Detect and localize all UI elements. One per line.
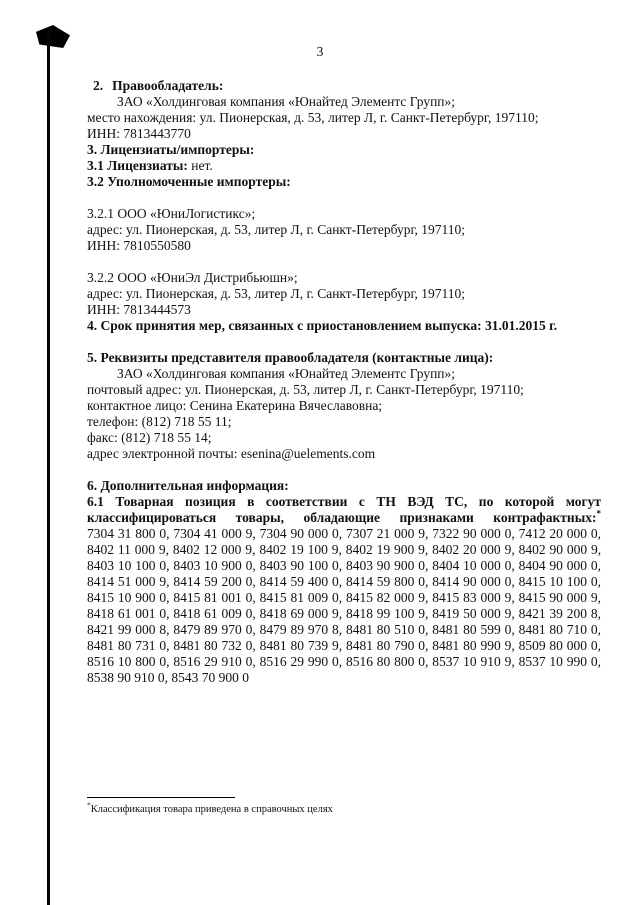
tnved-code: 8516 29 990 0 [259,654,339,669]
additional-info-section [87,478,601,686]
footnote-reference-mark: * [596,508,601,519]
tnved-code: 8415 90 000 9 [518,590,598,605]
importer-1-address: адрес: ул. Пионерская, д. 53, литер Л, г. Санкт-Петербург, 197110; [87,222,465,237]
tnved-code: 8415 83 000 9 [432,590,512,605]
tnved-code: 8479 89 970 0 [173,622,253,637]
tnved-codes: 7304 31 800 0, 7304 41 000 9, 7304 90 000 0, 7307 21 000 9, 7322 90 000 0, 7412 20 000 0, 8402 11 000 9, 8402 12 000 9, 8402 19 100 9, 8402 19 900 9, 8402 20 000 9, 8402 90 000 9, 8403 10 100 0, 8403 10 900 0, 8403 90 100 0, 8403 90 900 0, 8404 10 000 0, 8404 90 000 0, 8414 51 000 9, 8414 59 200 0, 8414 59 400 0, 8414 59 800 0, 8414 90 000 0, 8415 10 100 0, 8415 10 900 0, 8415 81 001 0, 8415 81 009 0, 8415 82 000 9, 8415 83 000 9, 8415 90 000 9, 8418 61 001 0, 8418 61 009 0, 8418 69 000 9, 8418 99 100 9, 8419 50 000 9, 8421 39 200 8, 8421 99 000 8, 8479 89 970 0, 8479 89 970 8, 8481 80 510 0, 8481 80 599 0, 8481 80 710 0, 8481 80 731 0, 8481 80 732 0, 8481 80 739 9, 8481 80 790 0, 8481 80 990 9, 8509 80 000 0, 8516 10 800 0, 8516 29 910 0, 8516 29 990 0, 8516 80 800 0, 8537 10 910 9, 8537 10 990 0, 8538 90 910 0, 8543 70 900 0 [87,526,602,685]
tnved-code: 8414 59 800 0 [345,574,426,589]
representative-postal-address: почтовый адрес: ул. Пионерская, д. 53, литер Л, г. Санкт-Петербург, 197110; [87,382,524,397]
tnved-code: 8479 89 970 8 [259,622,339,637]
tnved-code: 8481 80 599 0 [432,622,512,637]
tnved-code: 8418 99 100 9 [345,606,426,621]
scan-artifact-left-line [47,30,50,905]
tnved-code: 8402 12 000 9 [172,542,253,557]
tnved-code: 8481 80 710 0 [518,622,598,637]
tnved-code: 8543 70 900 0 [171,670,249,685]
importers-heading: 3.2 Уполномоченные импортеры: [87,174,291,189]
tnved-code: 8414 59 200 0 [173,574,253,589]
footnote-divider [87,797,235,798]
importer-2-address: адрес: ул. Пионерская, д. 53, литер Л, г. Санкт-Петербург, 197110; [87,286,465,301]
tnved-subheading-text: 6.1 Товарная позиция в соответствии с ТН ВЭД ТС, по которой могут классифицироваться товары, обладающие признаками контрафактных: [87,494,601,525]
rights-holder-company: ЗАО «Холдинговая компания «Юнайтед Элементс Групп»; [117,94,456,109]
footnote-block [87,797,601,816]
tnved-code: 8403 10 900 0 [173,558,253,573]
suspension-term-date: 31.01.2015 г. [485,318,558,333]
tnved-code: 8404 90 000 0 [518,558,598,573]
representative-fax: факс: (812) 718 55 14; [87,430,212,445]
tnved-code: 8516 80 800 0 [345,654,426,669]
suspension-term-line [87,318,601,334]
importer-1-inn: ИНН: 7810550580 [87,238,191,253]
footnote-mark: * [87,800,91,810]
licensees-line [87,158,601,174]
suspension-term-label: 4. Срок принятия мер, связанных с приостановлением выпуска: [87,318,482,333]
tnved-code: 8419 50 000 9 [432,606,512,621]
tnved-code: 7307 21 000 9 [345,526,426,541]
tnved-code: 8418 69 000 9 [259,606,339,621]
importer-2-name: 3.2.2 ООО «ЮниЭл Дистрибьюшн»; [87,270,298,285]
tnved-code: 8418 61 009 0 [173,606,253,621]
tnved-code: 8414 59 400 0 [259,574,339,589]
licensees-value: нет. [191,158,213,173]
tnved-code: 7304 41 000 9 [173,526,253,541]
page-number: 3 [316,44,324,59]
representative-phone: телефон: (812) 718 55 11; [87,414,232,429]
tnved-code: 8403 90 900 0 [345,558,426,573]
tnved-code: 8404 10 000 0 [432,558,512,573]
section-5-heading: 5. Реквизиты представителя правообладателя (контактные лица): [87,350,494,365]
tnved-code: 8418 61 001 0 [87,606,167,621]
tnved-code: 8403 90 100 0 [259,558,339,573]
email-value: esenina@uelements.com [240,446,376,461]
tnved-code: 8402 20 000 9 [432,542,512,557]
tnved-code: 7322 90 000 0 [432,526,512,541]
section-6-heading: 6. Дополнительная информация: [87,478,289,493]
tnved-code: 8516 29 910 0 [173,654,253,669]
tnved-code: 8481 80 510 0 [345,622,426,637]
tnved-code: 8421 39 200 8 [518,606,598,621]
tnved-code: 8402 19 100 9 [259,542,339,557]
tnved-code: 8537 10 910 9 [432,654,512,669]
tnved-code: 8415 81 001 0 [173,590,253,605]
tnved-code: 8481 80 739 9 [259,638,339,653]
email-label: адрес электронной почты: [87,446,238,461]
section-3-heading: 3. Лицензиаты/импортеры: [87,142,255,157]
tnved-code: 8481 80 790 0 [345,638,426,653]
section-2-title: Правообладатель: [112,78,224,93]
footnote-text [87,800,601,816]
representative-section [87,350,601,462]
tnved-code: 8402 11 000 9 [87,542,166,557]
tnved-code: 8538 90 910 0 [87,670,165,685]
tnved-code: 8402 90 000 9 [518,542,598,557]
importer-1-name: 3.2.1 ООО «ЮниЛогистикс»; [87,206,256,221]
document-body [87,78,601,686]
tnved-code: 7304 90 000 0 [259,526,339,541]
tnved-code: 8509 80 000 0 [518,638,598,653]
tnved-code: 8415 10 900 0 [87,590,167,605]
tnved-code: 8481 80 731 0 [87,638,167,653]
tnved-code: 8402 19 900 9 [345,542,425,557]
footnote-content: Классификация товара приведена в справочных целях [90,804,333,815]
tnved-code: 8414 51 000 9 [87,574,167,589]
section-2-number: 2. [93,78,104,93]
licensees-label: 3.1 Лицензиаты: [87,158,188,173]
rights-holder-section [87,78,601,142]
representative-email-line [87,446,601,462]
importer-1-block [87,206,601,254]
tnved-code: 7412 20 000 0 [518,526,598,541]
tnved-code: 8415 82 000 9 [345,590,426,605]
rights-holder-inn: ИНН: 7813443770 [87,126,191,141]
representative-company: ЗАО «Холдинговая компания «Юнайтед Элементс Групп»; [117,366,456,381]
tnved-code: 8414 90 000 0 [432,574,512,589]
tnved-code: 7304 31 800 0 [87,526,167,541]
importer-2-inn: ИНН: 7813444573 [87,302,191,317]
section-2-heading [87,78,601,94]
tnved-code: 8421 99 000 8 [87,622,167,637]
importer-2-block [87,270,601,318]
tnved-code: 8481 80 732 0 [173,638,253,653]
tnved-code: 8415 81 009 0 [259,590,339,605]
tnved-code: 8537 10 990 0 [518,654,598,669]
rights-holder-location: место нахождения: ул. Пионерская, д. 53, литер Л, г. Санкт-Петербург, 197110; [87,110,539,125]
tnved-code: 8403 10 100 0 [87,558,167,573]
tnved-code: 8481 80 990 9 [432,638,512,653]
tnved-code: 8516 10 800 0 [87,654,167,669]
tnved-code: 8415 10 100 0 [518,574,598,589]
representative-contact-person: контактное лицо: Сенина Екатерина Вячеславовна; [87,398,383,413]
tnved-subheading [87,494,601,526]
